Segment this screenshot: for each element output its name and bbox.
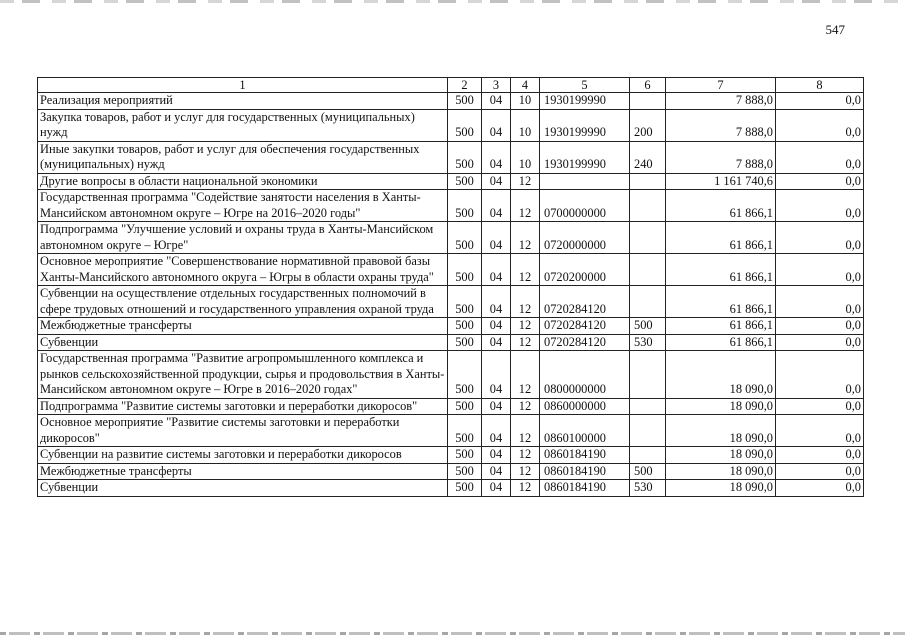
amount-cell: 18 090,0 bbox=[666, 480, 776, 497]
target-article-cell: 0860100000 bbox=[540, 415, 630, 447]
target-article-cell: 0720200000 bbox=[540, 254, 630, 286]
expense-type-cell bbox=[630, 286, 666, 318]
target-article-cell: 0860000000 bbox=[540, 398, 630, 415]
table-row bbox=[38, 222, 864, 254]
section-cell: 04 bbox=[482, 463, 511, 480]
table-row bbox=[38, 190, 864, 222]
subsection-cell: 12 bbox=[511, 447, 540, 464]
expense-type-cell: 530 bbox=[630, 480, 666, 497]
amount-cell: 61 866,1 bbox=[666, 222, 776, 254]
target-article-cell: 0700000000 bbox=[540, 190, 630, 222]
row-name-cell: Государственная программа "Содействие занятости населения в Ханты-Мансийском автономном округе – Югре на 2016–2020 годы" bbox=[38, 190, 448, 222]
subsection-cell: 10 bbox=[511, 141, 540, 173]
admin-code-cell: 500 bbox=[448, 480, 482, 497]
expense-type-cell: 530 bbox=[630, 334, 666, 351]
admin-code-cell: 500 bbox=[448, 398, 482, 415]
amount-cell: 18 090,0 bbox=[666, 415, 776, 447]
subsection-cell: 12 bbox=[511, 173, 540, 190]
expense-type-cell bbox=[630, 351, 666, 399]
column-header: 5 bbox=[540, 78, 630, 93]
section-cell: 04 bbox=[482, 398, 511, 415]
table-row bbox=[38, 254, 864, 286]
expense-type-cell bbox=[630, 447, 666, 464]
amount-cell: 18 090,0 bbox=[666, 351, 776, 399]
table-row bbox=[38, 318, 864, 335]
admin-code-cell: 500 bbox=[448, 286, 482, 318]
row-name-cell: Подпрограмма "Улучшение условий и охраны труда в Ханты-Мансийском автономном округе – Югре" bbox=[38, 222, 448, 254]
column-header: 4 bbox=[511, 78, 540, 93]
table-body bbox=[38, 93, 864, 497]
amount-2-cell: 0,0 bbox=[776, 480, 864, 497]
row-name-cell: Субвенции bbox=[38, 480, 448, 497]
admin-code-cell: 500 bbox=[448, 415, 482, 447]
amount-cell: 7 888,0 bbox=[666, 109, 776, 141]
admin-code-cell: 500 bbox=[448, 447, 482, 464]
row-name-cell: Иные закупки товаров, работ и услуг для обеспечения государственных (муниципальных) нужд bbox=[38, 141, 448, 173]
budget-table bbox=[37, 77, 864, 497]
section-cell: 04 bbox=[482, 141, 511, 173]
subsection-cell: 12 bbox=[511, 286, 540, 318]
expense-type-cell bbox=[630, 254, 666, 286]
section-cell: 04 bbox=[482, 351, 511, 399]
admin-code-cell: 500 bbox=[448, 173, 482, 190]
amount-2-cell: 0,0 bbox=[776, 351, 864, 399]
table-row bbox=[38, 93, 864, 110]
subsection-cell: 12 bbox=[511, 398, 540, 415]
expense-type-cell bbox=[630, 173, 666, 190]
subsection-cell: 12 bbox=[511, 254, 540, 286]
amount-cell: 18 090,0 bbox=[666, 398, 776, 415]
amount-2-cell: 0,0 bbox=[776, 318, 864, 335]
amount-cell: 61 866,1 bbox=[666, 190, 776, 222]
amount-2-cell: 0,0 bbox=[776, 173, 864, 190]
target-article-cell: 0720284120 bbox=[540, 318, 630, 335]
expense-type-cell: 500 bbox=[630, 463, 666, 480]
expense-type-cell bbox=[630, 190, 666, 222]
amount-cell: 18 090,0 bbox=[666, 463, 776, 480]
target-article-cell: 0720000000 bbox=[540, 222, 630, 254]
table-row bbox=[38, 398, 864, 415]
amount-cell: 61 866,1 bbox=[666, 286, 776, 318]
admin-code-cell: 500 bbox=[448, 141, 482, 173]
expense-type-cell: 240 bbox=[630, 141, 666, 173]
section-cell: 04 bbox=[482, 222, 511, 254]
amount-cell: 7 888,0 bbox=[666, 141, 776, 173]
section-cell: 04 bbox=[482, 190, 511, 222]
subsection-cell: 12 bbox=[511, 415, 540, 447]
target-article-cell: 0860184190 bbox=[540, 480, 630, 497]
subsection-cell: 12 bbox=[511, 334, 540, 351]
row-name-cell: Государственная программа "Развитие агропромышленного комплекса и рынков сельскохозяйственной продукции, сырья и продовольствия в Ханты-Мансийском автономном округе – Югре в 2016–2020 годах" bbox=[38, 351, 448, 399]
amount-2-cell: 0,0 bbox=[776, 334, 864, 351]
amount-cell: 61 866,1 bbox=[666, 318, 776, 335]
subsection-cell: 10 bbox=[511, 109, 540, 141]
expense-type-cell bbox=[630, 398, 666, 415]
target-article-cell: 1930199990 bbox=[540, 93, 630, 110]
subsection-cell: 12 bbox=[511, 222, 540, 254]
section-cell: 04 bbox=[482, 415, 511, 447]
admin-code-cell: 500 bbox=[448, 93, 482, 110]
amount-cell: 7 888,0 bbox=[666, 93, 776, 110]
target-article-cell: 0800000000 bbox=[540, 351, 630, 399]
section-cell: 04 bbox=[482, 254, 511, 286]
target-article-cell: 1930199990 bbox=[540, 109, 630, 141]
amount-2-cell: 0,0 bbox=[776, 93, 864, 110]
amount-2-cell: 0,0 bbox=[776, 447, 864, 464]
amount-2-cell: 0,0 bbox=[776, 222, 864, 254]
subsection-cell: 12 bbox=[511, 351, 540, 399]
amount-cell: 61 866,1 bbox=[666, 334, 776, 351]
row-name-cell: Другие вопросы в области национальной экономики bbox=[38, 173, 448, 190]
column-header: 3 bbox=[482, 78, 511, 93]
row-name-cell: Основное мероприятие "Совершенствование нормативной правовой базы Ханты-Мансийского автономного округа – Югры в области охраны труда" bbox=[38, 254, 448, 286]
admin-code-cell: 500 bbox=[448, 222, 482, 254]
subsection-cell: 12 bbox=[511, 318, 540, 335]
expense-type-cell bbox=[630, 222, 666, 254]
table-row bbox=[38, 141, 864, 173]
admin-code-cell: 500 bbox=[448, 254, 482, 286]
amount-2-cell: 0,0 bbox=[776, 286, 864, 318]
section-cell: 04 bbox=[482, 109, 511, 141]
admin-code-cell: 500 bbox=[448, 463, 482, 480]
target-article-cell: 0860184190 bbox=[540, 447, 630, 464]
subsection-cell: 10 bbox=[511, 93, 540, 110]
table-row bbox=[38, 334, 864, 351]
column-header: 8 bbox=[776, 78, 864, 93]
table-row bbox=[38, 109, 864, 141]
admin-code-cell: 500 bbox=[448, 190, 482, 222]
section-cell: 04 bbox=[482, 334, 511, 351]
column-header: 2 bbox=[448, 78, 482, 93]
amount-cell: 18 090,0 bbox=[666, 447, 776, 464]
table-row bbox=[38, 463, 864, 480]
row-name-cell: Межбюджетные трансферты bbox=[38, 463, 448, 480]
expense-type-cell bbox=[630, 415, 666, 447]
table-row bbox=[38, 286, 864, 318]
amount-2-cell: 0,0 bbox=[776, 109, 864, 141]
amount-cell: 1 161 740,6 bbox=[666, 173, 776, 190]
expense-type-cell bbox=[630, 93, 666, 110]
expense-type-cell: 200 bbox=[630, 109, 666, 141]
target-article-cell: 0720284120 bbox=[540, 334, 630, 351]
column-header: 6 bbox=[630, 78, 666, 93]
table-row bbox=[38, 173, 864, 190]
admin-code-cell: 500 bbox=[448, 318, 482, 335]
subsection-cell: 12 bbox=[511, 463, 540, 480]
amount-2-cell: 0,0 bbox=[776, 398, 864, 415]
target-article-cell: 1930199990 bbox=[540, 141, 630, 173]
amount-2-cell: 0,0 bbox=[776, 254, 864, 286]
column-header: 1 bbox=[38, 78, 448, 93]
target-article-cell bbox=[540, 173, 630, 190]
table-row bbox=[38, 447, 864, 464]
section-cell: 04 bbox=[482, 447, 511, 464]
subsection-cell: 12 bbox=[511, 480, 540, 497]
table-row bbox=[38, 480, 864, 497]
row-name-cell: Подпрограмма "Развитие системы заготовки и переработки дикоросов" bbox=[38, 398, 448, 415]
row-name-cell: Реализация мероприятий bbox=[38, 93, 448, 110]
admin-code-cell: 500 bbox=[448, 351, 482, 399]
admin-code-cell: 500 bbox=[448, 334, 482, 351]
column-header: 7 bbox=[666, 78, 776, 93]
amount-2-cell: 0,0 bbox=[776, 190, 864, 222]
header-row bbox=[38, 78, 864, 93]
row-name-cell: Субвенции bbox=[38, 334, 448, 351]
amount-2-cell: 0,0 bbox=[776, 415, 864, 447]
target-article-cell: 0720284120 bbox=[540, 286, 630, 318]
row-name-cell: Основное мероприятие "Развитие системы заготовки и переработки дикоросов" bbox=[38, 415, 448, 447]
admin-code-cell: 500 bbox=[448, 109, 482, 141]
scan-edge-top bbox=[0, 0, 905, 3]
target-article-cell: 0860184190 bbox=[540, 463, 630, 480]
section-cell: 04 bbox=[482, 93, 511, 110]
scan-edge-bottom bbox=[0, 632, 905, 635]
table-row bbox=[38, 415, 864, 447]
row-name-cell: Межбюджетные трансферты bbox=[38, 318, 448, 335]
row-name-cell: Субвенции на осуществление отдельных государственных полномочий в сфере трудовых отношений и государственного управления охраной труда bbox=[38, 286, 448, 318]
section-cell: 04 bbox=[482, 173, 511, 190]
table-row bbox=[38, 351, 864, 399]
section-cell: 04 bbox=[482, 480, 511, 497]
row-name-cell: Закупка товаров, работ и услуг для государственных (муниципальных) нужд bbox=[38, 109, 448, 141]
amount-cell: 61 866,1 bbox=[666, 254, 776, 286]
subsection-cell: 12 bbox=[511, 190, 540, 222]
amount-2-cell: 0,0 bbox=[776, 463, 864, 480]
page-number: 547 bbox=[825, 22, 845, 37]
section-cell: 04 bbox=[482, 286, 511, 318]
amount-2-cell: 0,0 bbox=[776, 141, 864, 173]
expense-type-cell: 500 bbox=[630, 318, 666, 335]
section-cell: 04 bbox=[482, 318, 511, 335]
row-name-cell: Субвенции на развитие системы заготовки и переработки дикоросов bbox=[38, 447, 448, 464]
